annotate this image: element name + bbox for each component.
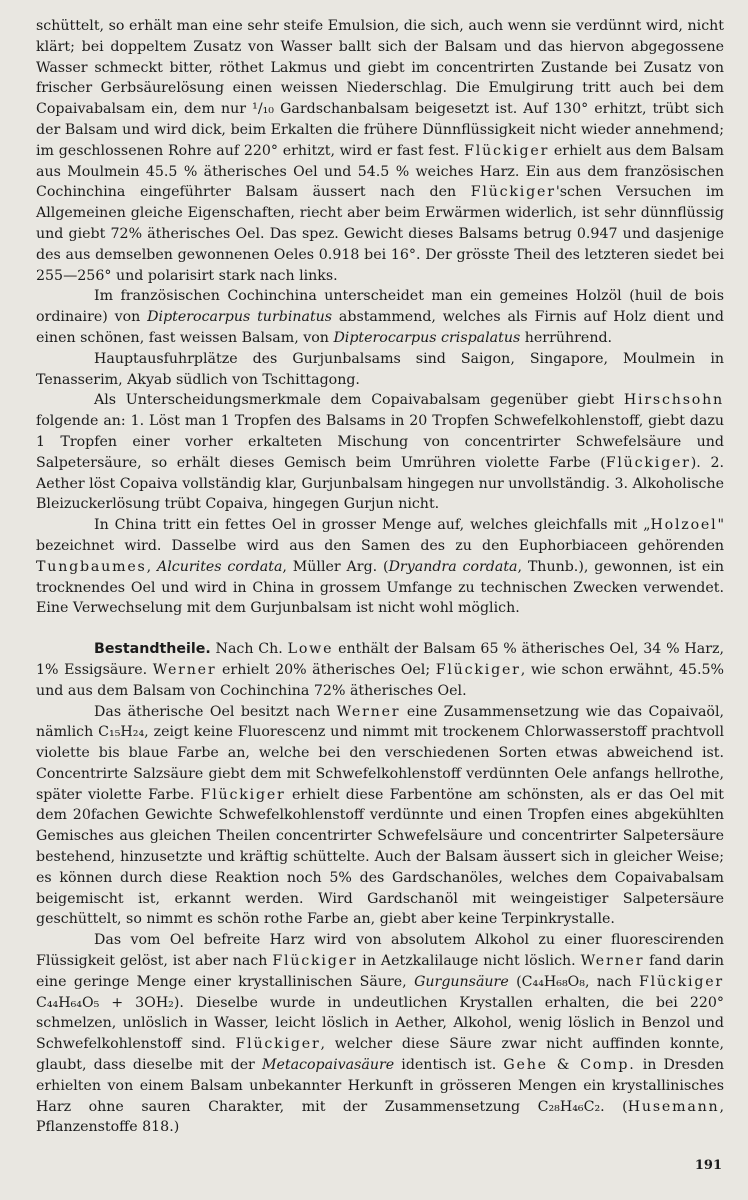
text-run: , Thunb.), gewonnen, ist ein trocknendes Oel und wird in China in grossem Umfange zu technischen Zwecken verwendet. Eine Verwechselung mit dem Gurjunbalsam ist nicht wohl möglich.	[36, 558, 724, 617]
spaced-name: Husemann	[627, 1098, 720, 1115]
spaced-name: Lowe	[287, 641, 334, 658]
paragraph-p8	[36, 930, 724, 1138]
paragraph-p4	[36, 390, 724, 515]
text-run: erhielt aus dem Balsam aus Moulmein 45.5 % ätherisches Oel und 54.5 % weiches Harz. Ein aus dem französischen Cochinchina eingeführter Balsam äussert nach den	[36, 142, 724, 201]
paragraph-p5	[36, 515, 724, 619]
text-run: identisch ist.	[394, 1057, 504, 1074]
spaced-name: Flückiger	[235, 1036, 321, 1053]
text-run: , Müller Arg. (	[282, 558, 389, 575]
spaced-name: Werner	[152, 661, 217, 678]
paragraph-p6	[36, 639, 724, 701]
text-run: eine Zusammensetzung wie das Copaivaöl, nämlich C₁₅H₂₄, zeigt keine Fluorescenz und nimmt mit trockenem Chlorwasserstoff prachtvoll violette bis blaue Farbe an, welche bei den verschiedenen Sorten etwas abweichend ist. Concentrirte Salzsäure giebt dem mit Schwefelkohlenstoff verdünnten Oele anfangs hellrothe, später violette Farbe.	[36, 703, 725, 803]
spaced-name: Hirschsohn	[623, 392, 724, 409]
text-run: herrührend.	[520, 329, 613, 346]
text-run: 'schen Versuchen im Allgemeinen gleiche Eigenschaften, riecht aber beim Erwärmen widerlich, ist sehr dünnflüssig und giebt 72% ätherisches Oel. Das spez. Gewicht dieses Balsams betrug 0.947 und dasjenige des aus demselben gewonnenen Oeles 0.918 bei 16°. Der grösste Theil des letzteren siedet bei 255—256° und polarisirt stark nach links.	[36, 184, 724, 284]
text-run: erhielt 20% ätherisches Oel;	[216, 661, 436, 678]
text-run: ¹/₁₀	[252, 101, 274, 118]
spaced-name: Flückiger	[464, 142, 550, 159]
italic-term: Metacopaivasäure	[261, 1057, 395, 1074]
text-run: , welcher diese Säure zwar nicht auffinden konnte, glaubt, dass dieselbe mit der	[36, 1036, 724, 1074]
text-run: fand darin eine geringe Menge einer krystallinischen Säure,	[36, 953, 724, 990]
text-run: Das ätherische Oel besitzt nach	[94, 703, 337, 720]
text-run: C₄₄H₆₄O₅ + 3OH₂). Dieselbe wurde in undeutlichen Krystallen erhalten, die bei 220° schmelzen, unlöslich in Wasser, leicht löslich in Aether, Alkohol, wenig löslich in Benzol und Schwefelkohlenstoff sind.	[36, 994, 724, 1053]
text-run: in Aetzkalilauge nicht löslich.	[357, 953, 581, 970]
spaced-name: Flückiger	[200, 786, 286, 803]
text-run: erhielt diese Farbentöne am schönsten, als er das Oel mit dem 20fachen Gewichte Schwefelkohlenstoff verdünnte und einen Tropfen eines abgekühlten Gemisches aus gleichen Theilen concentrirter Schwefelsäure und concentrirter Salpetersäure bestehend, hinzusetzte und kräftig schüttelte. Auch der Balsam äussert sich in gleicher Weise; es können durch diese Reaktion noch 5% des Gardschanöles, welches dem Copaivabalsam beigemischt ist, erkannt werden. Wird Gardschanöl mit weingeistiger Salpetersäure geschüttelt, so nimmt es schön rothe Farbe an, giebt aber keine Terpinkrystalle.	[36, 786, 724, 928]
spaced-name: Tungbaumes	[36, 558, 147, 575]
text-run: Im französischen Cochinchina unterscheidet man ein gemeines Holzöl (huil de bois ordinaire) von	[36, 288, 724, 326]
paragraph-p7	[36, 702, 724, 931]
italic-term: Alcurites cordata	[157, 558, 283, 575]
page-number: 191	[694, 1158, 722, 1173]
italic-term: Dipterocarpus crispalatus	[333, 329, 521, 346]
spaced-name: Holzoel	[650, 517, 718, 534]
italic-term: Dryandra cordata	[388, 558, 518, 575]
text-run: ). 2. Aether löst Copaiva vollständig klar, Gurjunbalsam hingegen nur unvollständig. 3. Alkoholische Bleizuckerlösung trübt Copaiva, hingegen Gurjun nicht.	[36, 454, 724, 513]
text-run: (C₄₄H₆₈O₈, nach	[508, 973, 639, 990]
spaced-name: Gehe & Comp.	[503, 1057, 636, 1074]
spaced-name: Werner	[580, 953, 645, 970]
section-heading: Bestandtheile.	[94, 641, 211, 658]
italic-term: Gurgunsäure	[414, 973, 509, 990]
paragraph-p2	[36, 286, 724, 348]
paragraph-p3	[36, 349, 724, 391]
text-run: ,	[146, 558, 158, 575]
spaced-name: Werner	[336, 703, 401, 720]
text-run: Nach Ch.	[210, 641, 288, 658]
spaced-name: Flückiger	[605, 454, 691, 471]
italic-term: Dipterocarpus turbinatus	[147, 309, 333, 326]
text-run: Das vom Oel befreite Harz wird von absolutem Alkohol zu einer fluorescirenden Flüssigkeit gelöst, ist aber nach	[36, 932, 724, 970]
text-run: , wie schon erwähnt, 45.5% und aus dem Balsam von Cochinchina 72% ätherisches Oel.	[36, 661, 724, 699]
text-run: abstammend, welches als Firnis auf Holz dient und einen schönen, fast weissen Balsam, von	[36, 309, 725, 346]
text-run: Als Unterscheidungsmerkmale dem Copaivabalsam gegenüber giebt	[94, 392, 624, 409]
body-text	[36, 16, 724, 1138]
text-run: enthält der Balsam 65 % ätherisches Oel, 34 % Harz, 1% Essigsäure.	[36, 641, 724, 678]
text-run: folgende an: 1. Löst man 1 Tropfen des Balsams in 20 Tropfen Schwefelkohlenstoff, giebt dazu 1 Tropfen einer vorher erkalteten Mischung von concentrirter Schwefelsäure und Salpetersäure, so erhält dieses Gemisch beim Umrühren violette Farbe (	[36, 413, 724, 471]
section-gap	[36, 619, 724, 639]
spaced-name: Flückiger	[435, 661, 521, 678]
text-run: In China tritt ein fettes Oel in grosser Menge auf, welches gleichfalls mit „	[94, 517, 651, 534]
text-run: , Pflanzenstoffe 818.)	[36, 1098, 724, 1136]
spaced-name: Flückiger	[272, 953, 358, 970]
text-run: schüttelt, so erhält man eine sehr steife Emulsion, die sich, auch wenn sie verdünnt wird, nicht klärt; bei doppeltem Zusatz von Wasser ballt sich der Balsam und das hiervon abgegossene Wasser schmeckt bitter, röthet Lakmus und giebt im concentrirten Zustande bei Zusatz von frischer Gerbsäurelösung einen weissen Niederschlag. Die Emulgirung tritt auch bei dem Copaivabalsam ein, dem nur	[36, 18, 724, 118]
spaced-name: Flückiger	[638, 973, 724, 990]
text-run: Hauptausfuhrplätze des Gurjunbalsams sind Saigon, Singapore, Moulmein in Tenasserim, Akyab südlich von Tschittagong.	[36, 350, 724, 388]
text-run: " bezeichnet wird. Dasselbe wird aus den Samen des zu den Euphorbiaceen gehörenden	[36, 517, 724, 554]
text-run: in Dresden erhielten von einem Balsam unbekannter Herkunft in grösseren Mengen ein krystallinisches Harz ohne sauren Charakter, mit der Zusammensetzung C₂₈H₄₆C₂. (	[36, 1057, 724, 1115]
paragraph-p1	[36, 16, 724, 286]
text-run: Gardschanbalsam beigesetzt ist. Auf 130° erhitzt, trübt sich der Balsam und wird dick, beim Erkalten die frühere Dünnflüssigkeit nicht wieder annehmend; im geschlossenen Rohre auf 220° erhitzt, wird er fast fest.	[36, 101, 724, 159]
spaced-name: Flückiger	[470, 184, 556, 201]
